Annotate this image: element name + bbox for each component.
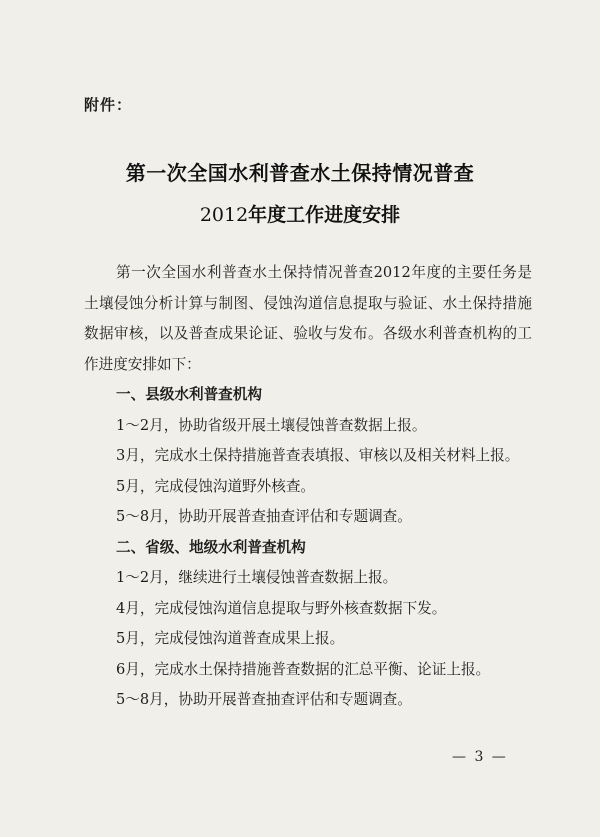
section2-heading: 二、省级、地级水利普查机构	[116, 538, 306, 556]
title-year: 2012	[199, 204, 249, 226]
document-title-line2	[0, 200, 600, 227]
section1-heading: 一、县级水利普查机构	[116, 386, 262, 403]
document-body	[84, 258, 532, 716]
list-item: 5月，完成侵蚀沟道野外核查。	[116, 477, 316, 495]
list-item: 4月，完成侵蚀沟道信息提取与野外核查数据下发。	[116, 599, 447, 617]
attachment-label: 附件：	[84, 96, 133, 114]
list-item: 1～2月，协助省级开展土壤侵蚀普查数据上报。	[116, 416, 427, 434]
list-item: 5～8月，协助开展普查抽查评估和专题调查。	[116, 508, 412, 525]
document-title-line1: 第一次全国水利普查水土保持情况普查	[125, 161, 475, 185]
list-item: 1～2月，继续进行土壤侵蚀普查数据上报。	[116, 569, 398, 586]
list-item: 5～8月，协助开展普查抽查评估和专题调查。	[116, 691, 412, 708]
list-item: 5月，完成侵蚀沟道普查成果上报。	[116, 630, 345, 647]
list-item: 3月，完成水土保持措施普查表填报、审核以及相关材料上报。	[116, 447, 520, 464]
list-item: 6月，完成水土保持措施普查数据的汇总平衡、论证上报。	[116, 660, 491, 678]
title-rest: 年度工作进度安排	[248, 204, 401, 226]
intro-paragraph: 第一次全国水利普查水土保持情况普查2012年度的主要任务是土壤侵蚀分析计算与制图、侵蚀沟道信息提取与验证、水土保持措施数据审核，以及普查成果论证、验收与发布。各级水利普查机构的工作进度安排如下：	[84, 264, 532, 373]
page-number: — 3 —	[452, 749, 508, 765]
